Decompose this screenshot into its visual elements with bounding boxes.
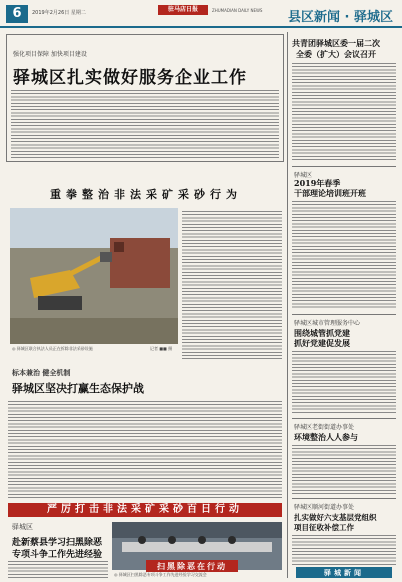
feature2-title: 驿城区坚决打赢生态保护战 xyxy=(12,382,144,395)
paper-info: ZHUMADIAN DAILY NEWS xyxy=(212,8,263,13)
right-item3-title-line1: 围绕城管抓党建 xyxy=(294,328,350,338)
feature1-title: 重拳整治非法采矿采砂行为 xyxy=(50,188,242,201)
right-item1-title-line1: 共青团驿城区委一届二次 xyxy=(292,38,380,48)
right-item5-kicker: 驿城区顺河街道办事处 xyxy=(294,504,355,511)
right-divider-3 xyxy=(292,418,396,419)
right-divider-1 xyxy=(292,166,396,167)
right-item4-body xyxy=(292,444,396,496)
feature3-kicker: 驿城区 xyxy=(12,523,33,531)
feature1-body-text xyxy=(182,210,282,360)
right-item4-kicker: 驿城区老街街道办事处 xyxy=(294,424,355,431)
lead-article xyxy=(6,34,284,162)
banner-illegal-mining: 严厉打击非法采矿采砂百日行动 xyxy=(8,503,282,517)
lead-body-text xyxy=(11,89,279,159)
right-item1-title-line2: 全委（扩大）会议召开 xyxy=(296,49,376,59)
right-item3-title-line2: 抓好党建促发展 xyxy=(294,338,350,348)
right-item4-title: 环境整治人人参与 xyxy=(294,432,358,442)
issue-date: 2019年2月26日 星期二 xyxy=(32,10,86,16)
right-item2-kicker: 驿城区 xyxy=(294,172,313,179)
right-item5-title-line2: 项目征收补偿工作 xyxy=(294,523,354,532)
right-item2-body xyxy=(292,200,396,310)
right-divider-2 xyxy=(292,314,396,315)
right-footer-label: 驿城新闻 xyxy=(296,567,392,578)
right-item3-body xyxy=(292,350,396,414)
feature3-title-line2: 专项斗争工作先进经验 xyxy=(12,550,103,560)
page-number: 6 xyxy=(6,5,28,23)
lead-title: 驿城区扎实做好服务企业工作 xyxy=(13,68,247,88)
feature2-kicker: 标本兼治 健全机制 xyxy=(12,369,71,377)
feature3-body-text xyxy=(8,560,108,580)
feature3-caption: ◎ 驿城区扫黑除恶专项斗争工作先进经验学习交流会 xyxy=(114,572,207,577)
right-item5-body xyxy=(292,534,396,566)
banner-anti-crime: 扫黑除恶在行动 xyxy=(146,560,238,572)
right-item2-title-line2: 干部理论培训班开班 xyxy=(294,188,366,198)
right-item2-title-line1: 2019年春季 xyxy=(294,178,341,188)
right-item5-title-line1: 扎实做好六支基层党组织 xyxy=(294,513,377,522)
feature3-title-line1: 赴新蔡县学习扫黑除恶 xyxy=(12,538,103,548)
page-header xyxy=(0,0,402,28)
feature1-caption: ◎ 驿城区联合执法人员正在拆除非法采砂设施 xyxy=(12,346,93,351)
lead-kicker: 强化项目保障 加快项目建设 xyxy=(13,51,87,58)
right-item3-kicker: 驿城区城市管理服务中心 xyxy=(294,320,361,327)
paper-logo: 驻马店日报 xyxy=(158,5,208,15)
feature2-body-text xyxy=(8,400,282,500)
right-item1-body xyxy=(292,62,396,162)
feature1-photo xyxy=(10,208,178,344)
section-title: 县区新闻 · 驿城区 xyxy=(288,10,393,25)
column-divider xyxy=(287,32,288,578)
feature1-credit: 记者 ■■ 摄 xyxy=(150,346,173,351)
right-divider-4 xyxy=(292,498,396,499)
